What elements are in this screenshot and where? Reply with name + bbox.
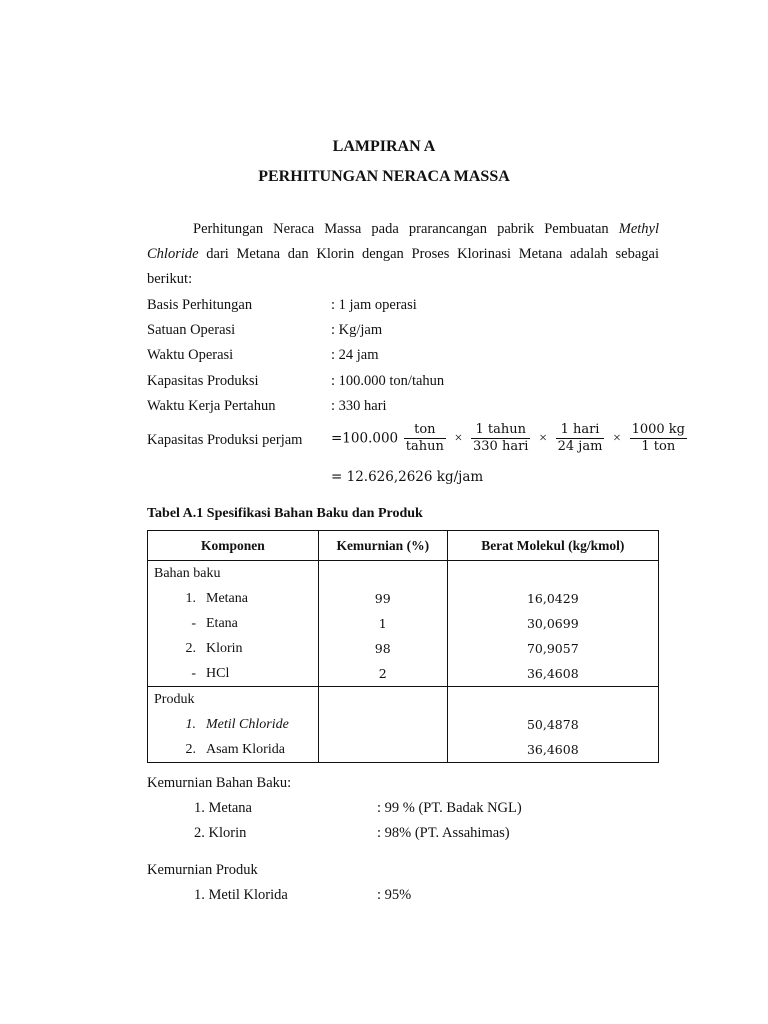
molecular-weight-value: 36,4608	[526, 666, 579, 681]
molecular-weight-column	[447, 687, 658, 763]
purity-column	[318, 561, 447, 687]
raw-material-group	[148, 561, 659, 687]
capacity-value: : 100.000 ton/tahun	[331, 373, 445, 389]
molecular-weight-value: 16,0429	[526, 591, 579, 606]
purity-value	[319, 712, 447, 737]
table-row: 1. Metil Chloride	[185, 717, 289, 732]
product-group	[148, 687, 659, 763]
unit-label: Satuan Operasi	[147, 322, 236, 338]
capacity-equation	[331, 422, 689, 455]
raw-purity-item-value: : 98% (PT. Assahimas)	[377, 825, 510, 841]
purity-value: 99	[374, 591, 391, 606]
fraction-ton-per-year: $\frac{\text{ton}}{\text{tahun}}$	[405, 422, 444, 454]
group-title: Produk	[154, 692, 195, 707]
work-time-value: : 330 hari	[331, 398, 387, 414]
molecular-weight-value: 70,9057	[526, 641, 579, 656]
basis-value: : 1 jam operasi	[331, 297, 417, 313]
component-column	[148, 561, 319, 687]
basis-label: Basis Perhitungan	[147, 297, 253, 313]
molecular-weight-value: 50,4878	[526, 717, 579, 732]
molecular-weight-value: 30,0699	[526, 616, 579, 631]
times-sign: ×	[454, 430, 463, 446]
operation-time-label: Waktu Operasi	[147, 347, 234, 363]
appendix-title: LAMPIRAN A	[332, 138, 436, 155]
header-component: Komponen	[148, 531, 319, 561]
group-title: Bahan baku	[154, 566, 221, 581]
capacity-hourly-label: Kapasitas Produksi perjam	[147, 432, 303, 448]
specification-table	[147, 530, 659, 763]
purity-value	[319, 737, 447, 762]
table-row: - Etana	[191, 616, 238, 631]
product-purity-title: Kemurnian Produk	[147, 862, 258, 878]
purity-value: 98	[374, 641, 391, 656]
purity-column	[318, 687, 447, 763]
purity-value: 2	[378, 666, 387, 681]
header-molecular-weight: Berat Molekul (kg/kmol)	[447, 531, 658, 561]
equation-prefix: =100.000	[331, 430, 399, 447]
raw-purity-title: Kemurnian Bahan Baku:	[147, 775, 292, 791]
table-row: - HCl	[191, 666, 230, 681]
unit-value: : Kg/jam	[331, 322, 383, 338]
times-sign: ×	[613, 430, 621, 446]
raw-purity-item-label: 1. Metana	[194, 800, 252, 816]
fraction-day-per-hours: $\frac{\text{1 hari}}{\text{24 jam}}$	[557, 422, 603, 454]
header-purity: Kemurnian (%)	[318, 531, 447, 561]
table-row: 1. Metana	[185, 591, 248, 606]
capacity-label: Kapasitas Produksi	[147, 373, 259, 389]
fraction-year-per-days: $\frac{\text{1 tahun}}{\text{330 hari}}$	[473, 422, 529, 454]
section-title: PERHITUNGAN NERACA MASSA	[258, 168, 510, 185]
table-header-row	[148, 531, 659, 561]
product-purity-item-label: 1. Metil Klorida	[194, 887, 288, 903]
operation-time-value: : 24 jam	[331, 347, 379, 363]
product-purity-item-value: : 95%	[377, 887, 412, 903]
raw-purity-item-value: : 99 % (PT. Badak NGL)	[377, 800, 522, 816]
table-row: 2. Klorin	[185, 641, 243, 656]
times-sign: ×	[539, 430, 547, 446]
capacity-result: = 12.626,2626 kg/jam	[331, 469, 484, 485]
component-column	[148, 687, 319, 763]
work-time-label: Waktu Kerja Pertahun	[147, 398, 276, 414]
molecular-weight-value: 36,4608	[526, 742, 579, 757]
intro-paragraph: Perhitungan Neraca Massa pada prarancangan pabrik Pembuatan Methyl Chloride dari Metana dan Klorin dengan Proses Klorinasi Metana adalah sebagai berikut:	[147, 221, 659, 287]
fraction-kg-per-ton: $\frac{1000 kg}{\text{1 ton}}$	[631, 422, 685, 454]
purity-value: 1	[378, 616, 387, 631]
table-row: 2. Asam Klorida	[185, 742, 285, 757]
table-caption: Tabel A.1 Spesifikasi Bahan Baku dan Produk	[147, 506, 423, 521]
raw-purity-item-label: 2. Klorin	[194, 825, 247, 841]
molecular-weight-column	[447, 561, 658, 687]
